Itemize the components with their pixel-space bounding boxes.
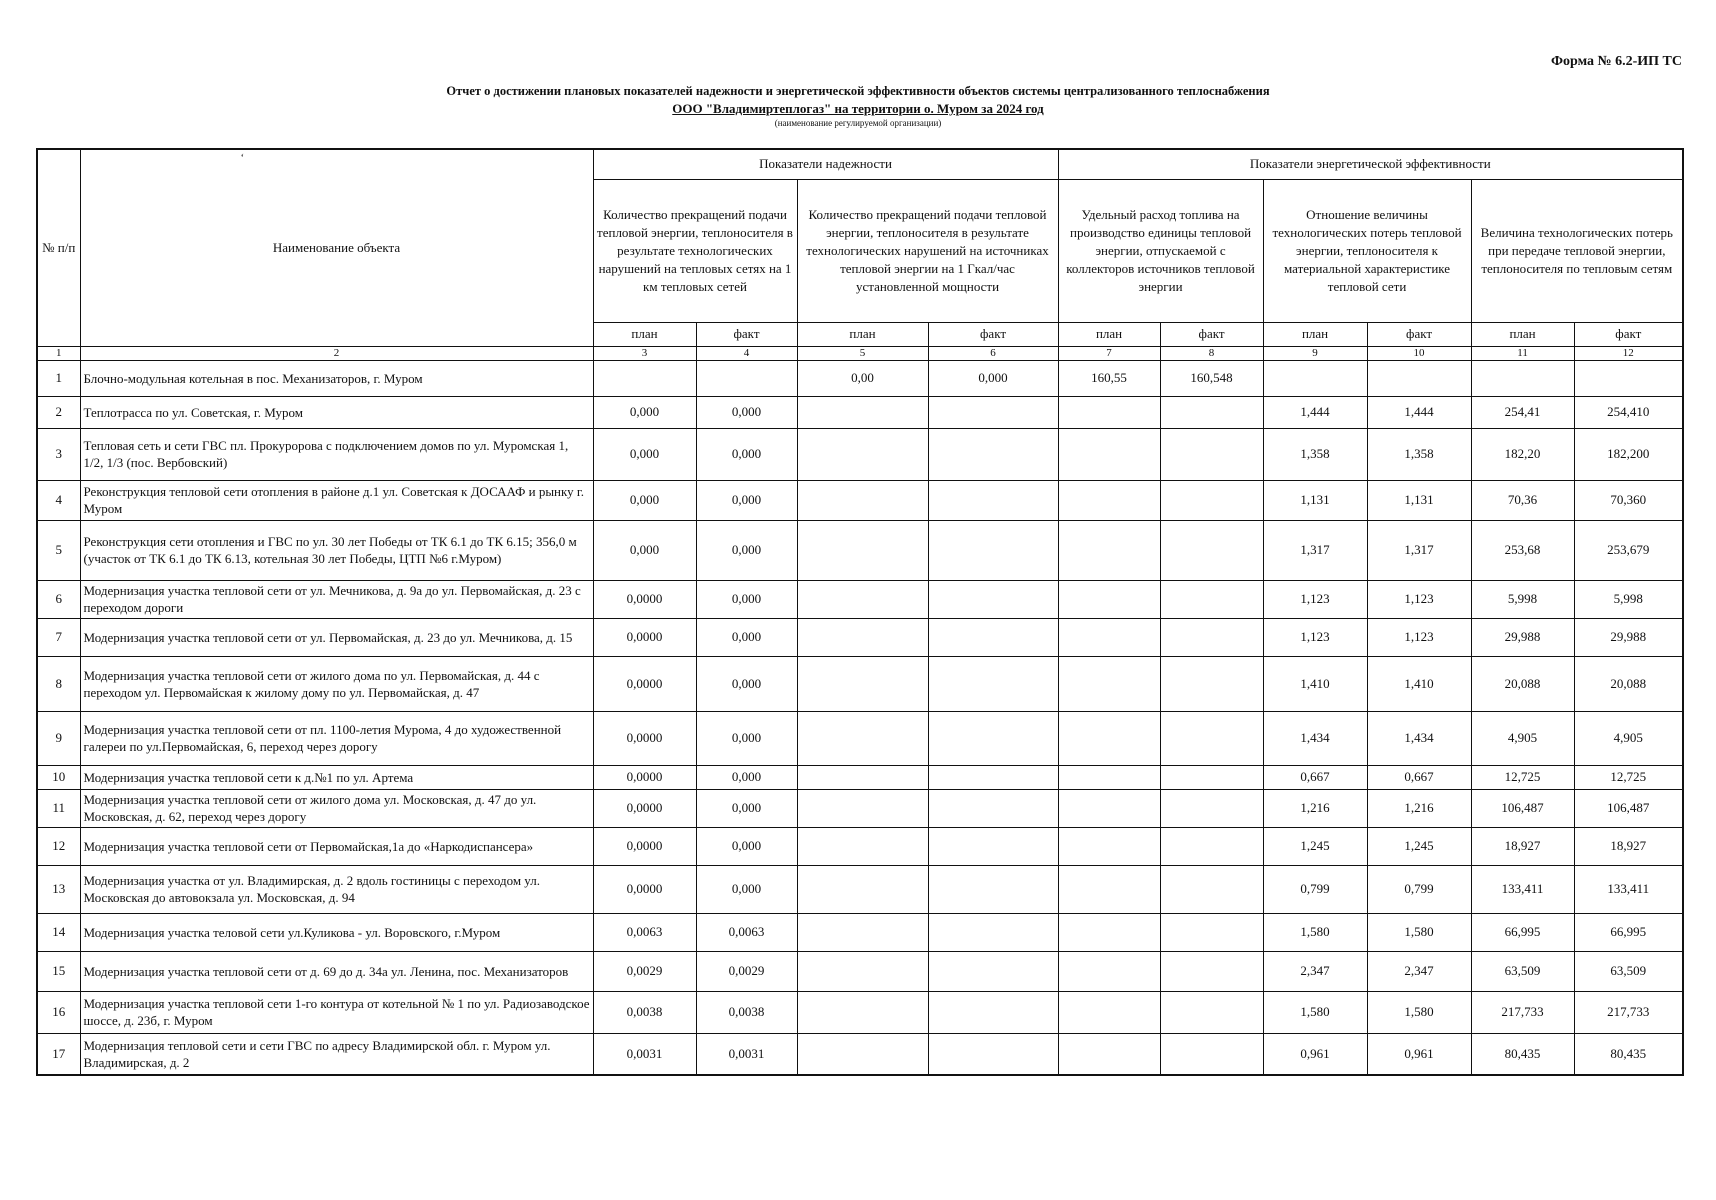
object-name: Модернизация участка от ул. Владимирская, д. 2 вдоль гостиницы с переходом ул. Московская до автовокзала ул. Московская, д. 94: [80, 865, 593, 913]
value-cell: 29,988: [1574, 618, 1683, 656]
value-cell: [797, 991, 928, 1033]
report-title: Отчет о достижении плановых показателей надежности и энергетической эффективности объектов системы централизованного теплоснабжения: [446, 84, 1270, 98]
value-cell: [928, 480, 1058, 520]
value-cell: 1,317: [1367, 520, 1471, 580]
value-cell: [797, 865, 928, 913]
column-number: 7: [1058, 346, 1160, 360]
table-row: [37, 991, 1683, 1033]
value-cell: 2,347: [1367, 951, 1471, 991]
value-cell: 1,580: [1263, 913, 1367, 951]
row-number: 13: [37, 865, 80, 913]
value-cell: [1160, 396, 1263, 428]
value-cell: 0,000: [696, 618, 797, 656]
value-cell: [1058, 520, 1160, 580]
value-cell: [797, 618, 928, 656]
value-cell: 0,000: [696, 428, 797, 480]
value-cell: 63,509: [1471, 951, 1574, 991]
header-number: № п/п: [37, 149, 80, 346]
object-name: Модернизация участка тепловой сети от Первомайская,1а до «Наркодиспансера»: [80, 827, 593, 865]
value-cell: 0,0029: [696, 951, 797, 991]
value-cell: 0,000: [593, 520, 696, 580]
value-cell: 0,667: [1367, 765, 1471, 789]
value-cell: 0,000: [593, 396, 696, 428]
object-name: Модернизация участка тепловой сети от ул. Первомайская, д. 23 до ул. Мечникова, д. 15: [80, 618, 593, 656]
object-name: Модернизация участка тепловой сети от д. 69 до д. 34а ул. Ленина, пос. Механизаторов: [80, 951, 593, 991]
table-row: [37, 480, 1683, 520]
value-cell: 1,358: [1367, 428, 1471, 480]
value-cell: [797, 711, 928, 765]
column-number: 10: [1367, 346, 1471, 360]
value-cell: 0,0000: [593, 580, 696, 618]
value-cell: [1160, 580, 1263, 618]
object-name: Тепловая сеть и сети ГВС пл. Прокуророва с подключением домов по ул. Муромская 1, 1/2, 1/3 (пос. Вербовский): [80, 428, 593, 480]
header-loss-value: Величина технологических потерь при передаче тепловой энергии, теплоносителя по тепловым сетям: [1471, 179, 1683, 322]
header-name-mark: ʻ: [240, 152, 245, 164]
value-cell: [928, 951, 1058, 991]
value-cell: [797, 827, 928, 865]
value-cell: [1160, 913, 1263, 951]
value-cell: 1,123: [1263, 580, 1367, 618]
value-cell: 0,0031: [696, 1033, 797, 1075]
value-cell: [1160, 765, 1263, 789]
value-cell: 1,410: [1263, 656, 1367, 711]
header-group-row: [37, 149, 1683, 179]
value-cell: 80,435: [1574, 1033, 1683, 1075]
value-cell: 1,410: [1367, 656, 1471, 711]
table-row: [37, 360, 1683, 396]
header-group-efficiency: Показатели энергетической эффективности: [1058, 149, 1683, 179]
value-cell: [928, 711, 1058, 765]
value-cell: 0,0031: [593, 1033, 696, 1075]
value-cell: [928, 618, 1058, 656]
value-cell: 5,998: [1574, 580, 1683, 618]
value-cell: 0,000: [593, 480, 696, 520]
header-source-interruptions: Количество прекращений подачи тепловой энергии, теплоносителя в результате технологических нарушений на источниках тепловой энергии на 1 Гкал/час установленной мощности: [797, 179, 1058, 322]
value-cell: [797, 1033, 928, 1075]
value-cell: 4,905: [1574, 711, 1683, 765]
value-cell: [797, 396, 928, 428]
value-cell: 0,0000: [593, 827, 696, 865]
value-cell: 133,411: [1574, 865, 1683, 913]
value-cell: [928, 991, 1058, 1033]
value-cell: 5,998: [1471, 580, 1574, 618]
value-cell: 0,000: [696, 789, 797, 827]
table-row: [37, 827, 1683, 865]
table-row: [37, 656, 1683, 711]
column-number: 6: [928, 346, 1058, 360]
table-row: [37, 396, 1683, 428]
value-cell: 1,434: [1263, 711, 1367, 765]
report-heading: [0, 84, 1716, 128]
column-number: 1: [37, 346, 80, 360]
value-cell: 80,435: [1471, 1033, 1574, 1075]
header-fact: факт: [928, 322, 1058, 346]
table-row: [37, 580, 1683, 618]
value-cell: 0,799: [1367, 865, 1471, 913]
value-cell: 0,961: [1263, 1033, 1367, 1075]
value-cell: [1058, 711, 1160, 765]
value-cell: 1,245: [1263, 827, 1367, 865]
object-name: Модернизация участка тепловой сети 1-го контура от котельной № 1 по ул. Радиозаводское шоссе, д. 23б, г. Муром: [80, 991, 593, 1033]
column-number: 4: [696, 346, 797, 360]
value-cell: 0,000: [696, 520, 797, 580]
value-cell: [797, 656, 928, 711]
value-cell: 160,548: [1160, 360, 1263, 396]
value-cell: [1574, 360, 1683, 396]
value-cell: 29,988: [1471, 618, 1574, 656]
value-cell: 253,68: [1471, 520, 1574, 580]
value-cell: 0,0063: [593, 913, 696, 951]
row-number: 14: [37, 913, 80, 951]
value-cell: 0,000: [696, 827, 797, 865]
table-row: [37, 913, 1683, 951]
column-number: 5: [797, 346, 928, 360]
row-number: 17: [37, 1033, 80, 1075]
header-plan: план: [1471, 322, 1574, 346]
value-cell: 1,434: [1367, 711, 1471, 765]
table-row: [37, 865, 1683, 913]
object-name: Теплотрасса по ул. Советская, г. Муром: [80, 396, 593, 428]
value-cell: 12,725: [1574, 765, 1683, 789]
header-fact: факт: [1160, 322, 1263, 346]
row-number: 15: [37, 951, 80, 991]
value-cell: [1058, 656, 1160, 711]
value-cell: [1160, 618, 1263, 656]
object-name: Модернизация участка тепловой сети к д.№1 по ул. Артема: [80, 765, 593, 789]
table-row: [37, 789, 1683, 827]
header-loss-ratio: Отношение величины технологических потерь тепловой энергии, теплоносителя к материальной характеристике тепловой сети: [1263, 179, 1471, 322]
object-name: Реконструкция тепловой сети отопления в районе д.1 ул. Советская к ДОСААФ и рынку г. Муром: [80, 480, 593, 520]
value-cell: [1471, 360, 1574, 396]
value-cell: [1058, 765, 1160, 789]
value-cell: 0,000: [593, 428, 696, 480]
value-cell: [928, 1033, 1058, 1075]
value-cell: 160,55: [1058, 360, 1160, 396]
value-cell: 1,444: [1263, 396, 1367, 428]
value-cell: 254,41: [1471, 396, 1574, 428]
value-cell: 0,0000: [593, 618, 696, 656]
value-cell: [928, 520, 1058, 580]
value-cell: [1160, 789, 1263, 827]
value-cell: 1,216: [1263, 789, 1367, 827]
value-cell: 66,995: [1574, 913, 1683, 951]
value-cell: 63,509: [1574, 951, 1683, 991]
value-cell: 0,0000: [593, 711, 696, 765]
row-number: 1: [37, 360, 80, 396]
column-number-row: [37, 346, 1683, 360]
value-cell: 1,358: [1263, 428, 1367, 480]
value-cell: 0,0000: [593, 656, 696, 711]
value-cell: [1160, 865, 1263, 913]
row-number: 16: [37, 991, 80, 1033]
header-plan: план: [1263, 322, 1367, 346]
value-cell: 20,088: [1574, 656, 1683, 711]
value-cell: [1058, 789, 1160, 827]
value-cell: 217,733: [1574, 991, 1683, 1033]
value-cell: 12,725: [1471, 765, 1574, 789]
value-cell: 1,123: [1367, 618, 1471, 656]
value-cell: 18,927: [1471, 827, 1574, 865]
table-row: [37, 1033, 1683, 1075]
object-name: Модернизация участка тепловой сети от пл. 1100-летия Мурома, 4 до художественной галереи по ул.Первомайская, 6, переход через дорогу: [80, 711, 593, 765]
row-number: 8: [37, 656, 80, 711]
value-cell: 0,0038: [696, 991, 797, 1033]
row-number: 12: [37, 827, 80, 865]
header-fuel-consumption: Удельный расход топлива на производство единицы тепловой энергии, отпускаемой с коллекторов источников тепловой энергии: [1058, 179, 1263, 322]
value-cell: [797, 580, 928, 618]
value-cell: [1058, 865, 1160, 913]
value-cell: [1058, 991, 1160, 1033]
table-row: [37, 951, 1683, 991]
value-cell: 0,000: [696, 865, 797, 913]
value-cell: 1,444: [1367, 396, 1471, 428]
row-number: 10: [37, 765, 80, 789]
object-name: Модернизация участка тепловой сети от жилого дома ул. Московская, д. 47 до ул. Московская, д. 62, переход через дорогу: [80, 789, 593, 827]
column-number: 8: [1160, 346, 1263, 360]
header-fact: факт: [696, 322, 797, 346]
row-number: 11: [37, 789, 80, 827]
value-cell: [1160, 711, 1263, 765]
value-cell: [1058, 618, 1160, 656]
value-cell: 0,000: [696, 765, 797, 789]
value-cell: 106,487: [1471, 789, 1574, 827]
value-cell: 0,000: [696, 711, 797, 765]
value-cell: 1,131: [1367, 480, 1471, 520]
value-cell: 1,580: [1367, 913, 1471, 951]
value-cell: [1058, 428, 1160, 480]
value-cell: [797, 765, 928, 789]
header-object-name-label: Наименование объекта: [272, 239, 401, 255]
value-cell: [797, 520, 928, 580]
table-row: [37, 520, 1683, 580]
organization-caption: (наименование регулируемой организации): [774, 118, 942, 128]
row-number: 7: [37, 618, 80, 656]
value-cell: 0,000: [696, 656, 797, 711]
value-cell: 1,123: [1367, 580, 1471, 618]
value-cell: 1,216: [1367, 789, 1471, 827]
value-cell: [696, 360, 797, 396]
value-cell: [1058, 951, 1160, 991]
value-cell: [797, 428, 928, 480]
value-cell: [1058, 396, 1160, 428]
value-cell: [1058, 913, 1160, 951]
value-cell: [928, 865, 1058, 913]
value-cell: [797, 480, 928, 520]
value-cell: [797, 789, 928, 827]
value-cell: [1160, 520, 1263, 580]
object-name: Модернизация участка тепловой сети от жилого дома по ул. Первомайская, д. 44 с переходом ул. Первомайская к жилому дому по ул. Первомайская, д. 47: [80, 656, 593, 711]
value-cell: 0,00: [797, 360, 928, 396]
header-fact: факт: [1574, 322, 1683, 346]
table-row: [37, 428, 1683, 480]
row-number: 4: [37, 480, 80, 520]
value-cell: 66,995: [1471, 913, 1574, 951]
object-name: Модернизация участка тепловой сети от ул. Мечникова, д. 9а до ул. Первомайская, д. 23 с переходом дороги: [80, 580, 593, 618]
value-cell: [1058, 480, 1160, 520]
value-cell: 106,487: [1574, 789, 1683, 827]
value-cell: 0,0000: [593, 765, 696, 789]
object-name: Блочно-модульная котельная в пос. Механизаторов, г. Муром: [80, 360, 593, 396]
table-body: [37, 360, 1683, 1075]
table-row: [37, 618, 1683, 656]
value-cell: 70,360: [1574, 480, 1683, 520]
row-number: 2: [37, 396, 80, 428]
value-cell: 0,000: [696, 480, 797, 520]
value-cell: 1,580: [1263, 991, 1367, 1033]
column-number: 12: [1574, 346, 1683, 360]
value-cell: 1,131: [1263, 480, 1367, 520]
value-cell: [928, 428, 1058, 480]
row-number: 5: [37, 520, 80, 580]
value-cell: [1160, 656, 1263, 711]
value-cell: 0,0063: [696, 913, 797, 951]
value-cell: 0,000: [696, 580, 797, 618]
header-object-name: [80, 149, 593, 346]
table-row: [37, 765, 1683, 789]
value-cell: 182,20: [1471, 428, 1574, 480]
value-cell: [1263, 360, 1367, 396]
value-cell: 20,088: [1471, 656, 1574, 711]
value-cell: 0,000: [928, 360, 1058, 396]
header-plan: план: [1058, 322, 1160, 346]
value-cell: [1160, 951, 1263, 991]
value-cell: 1,580: [1367, 991, 1471, 1033]
value-cell: [1160, 1033, 1263, 1075]
value-cell: 4,905: [1471, 711, 1574, 765]
value-cell: [797, 913, 928, 951]
row-number: 9: [37, 711, 80, 765]
value-cell: [593, 360, 696, 396]
value-cell: 0,0038: [593, 991, 696, 1033]
value-cell: 217,733: [1471, 991, 1574, 1033]
column-number: 3: [593, 346, 696, 360]
value-cell: [928, 789, 1058, 827]
value-cell: [928, 396, 1058, 428]
object-name: Модернизация участка теловой сети ул.Куликова - ул. Воровского, г.Муром: [80, 913, 593, 951]
object-name: Модернизация тепловой сети и сети ГВС по адресу Владимирской обл. г. Муром ул. Владимирская, д. 2: [80, 1033, 593, 1075]
value-cell: [928, 827, 1058, 865]
header-plan: план: [797, 322, 928, 346]
value-cell: [1058, 827, 1160, 865]
value-cell: [928, 656, 1058, 711]
value-cell: 70,36: [1471, 480, 1574, 520]
value-cell: 18,927: [1574, 827, 1683, 865]
value-cell: [1160, 428, 1263, 480]
value-cell: [1160, 480, 1263, 520]
value-cell: 0,0029: [593, 951, 696, 991]
form-number: Форма № 6.2-ИП ТС: [1551, 54, 1682, 69]
table-row: [37, 711, 1683, 765]
value-cell: [1058, 580, 1160, 618]
organization-title: ООО "Владимиртеплогаз" на территории о. Муром за 2024 год: [672, 101, 1044, 116]
value-cell: 254,410: [1574, 396, 1683, 428]
row-number: 6: [37, 580, 80, 618]
value-cell: [928, 765, 1058, 789]
header-group-reliability: Показатели надежности: [593, 149, 1058, 179]
value-cell: [797, 951, 928, 991]
value-cell: [928, 580, 1058, 618]
value-cell: 0,0000: [593, 789, 696, 827]
value-cell: 0,000: [696, 396, 797, 428]
row-number: 3: [37, 428, 80, 480]
value-cell: 1,123: [1263, 618, 1367, 656]
value-cell: 0,961: [1367, 1033, 1471, 1075]
column-number: 9: [1263, 346, 1367, 360]
value-cell: [1058, 1033, 1160, 1075]
value-cell: [928, 913, 1058, 951]
object-name: Реконструкция сети отопления и ГВС по ул. 30 лет Победы от ТК 6.1 до ТК 6.15; 356,0 м (участок от ТК 6.1 до ТК 6.13, котельная 30 лет Победы, ЦТП №6 г.Муром): [80, 520, 593, 580]
column-number: 11: [1471, 346, 1574, 360]
value-cell: 253,679: [1574, 520, 1683, 580]
value-cell: 133,411: [1471, 865, 1574, 913]
report-table: [36, 148, 1684, 1076]
header-fact: факт: [1367, 322, 1471, 346]
value-cell: 1,245: [1367, 827, 1471, 865]
value-cell: 0,799: [1263, 865, 1367, 913]
value-cell: 0,667: [1263, 765, 1367, 789]
value-cell: [1367, 360, 1471, 396]
header-plan: план: [593, 322, 696, 346]
value-cell: 1,317: [1263, 520, 1367, 580]
value-cell: 182,200: [1574, 428, 1683, 480]
value-cell: 0,0000: [593, 865, 696, 913]
header-net-interruptions: Количество прекращений подачи тепловой энергии, теплоносителя в результате технологических нарушений на тепловых сетях на 1 км тепловых сетей: [593, 179, 797, 322]
value-cell: [1160, 827, 1263, 865]
column-number: 2: [80, 346, 593, 360]
value-cell: [1160, 991, 1263, 1033]
value-cell: 2,347: [1263, 951, 1367, 991]
